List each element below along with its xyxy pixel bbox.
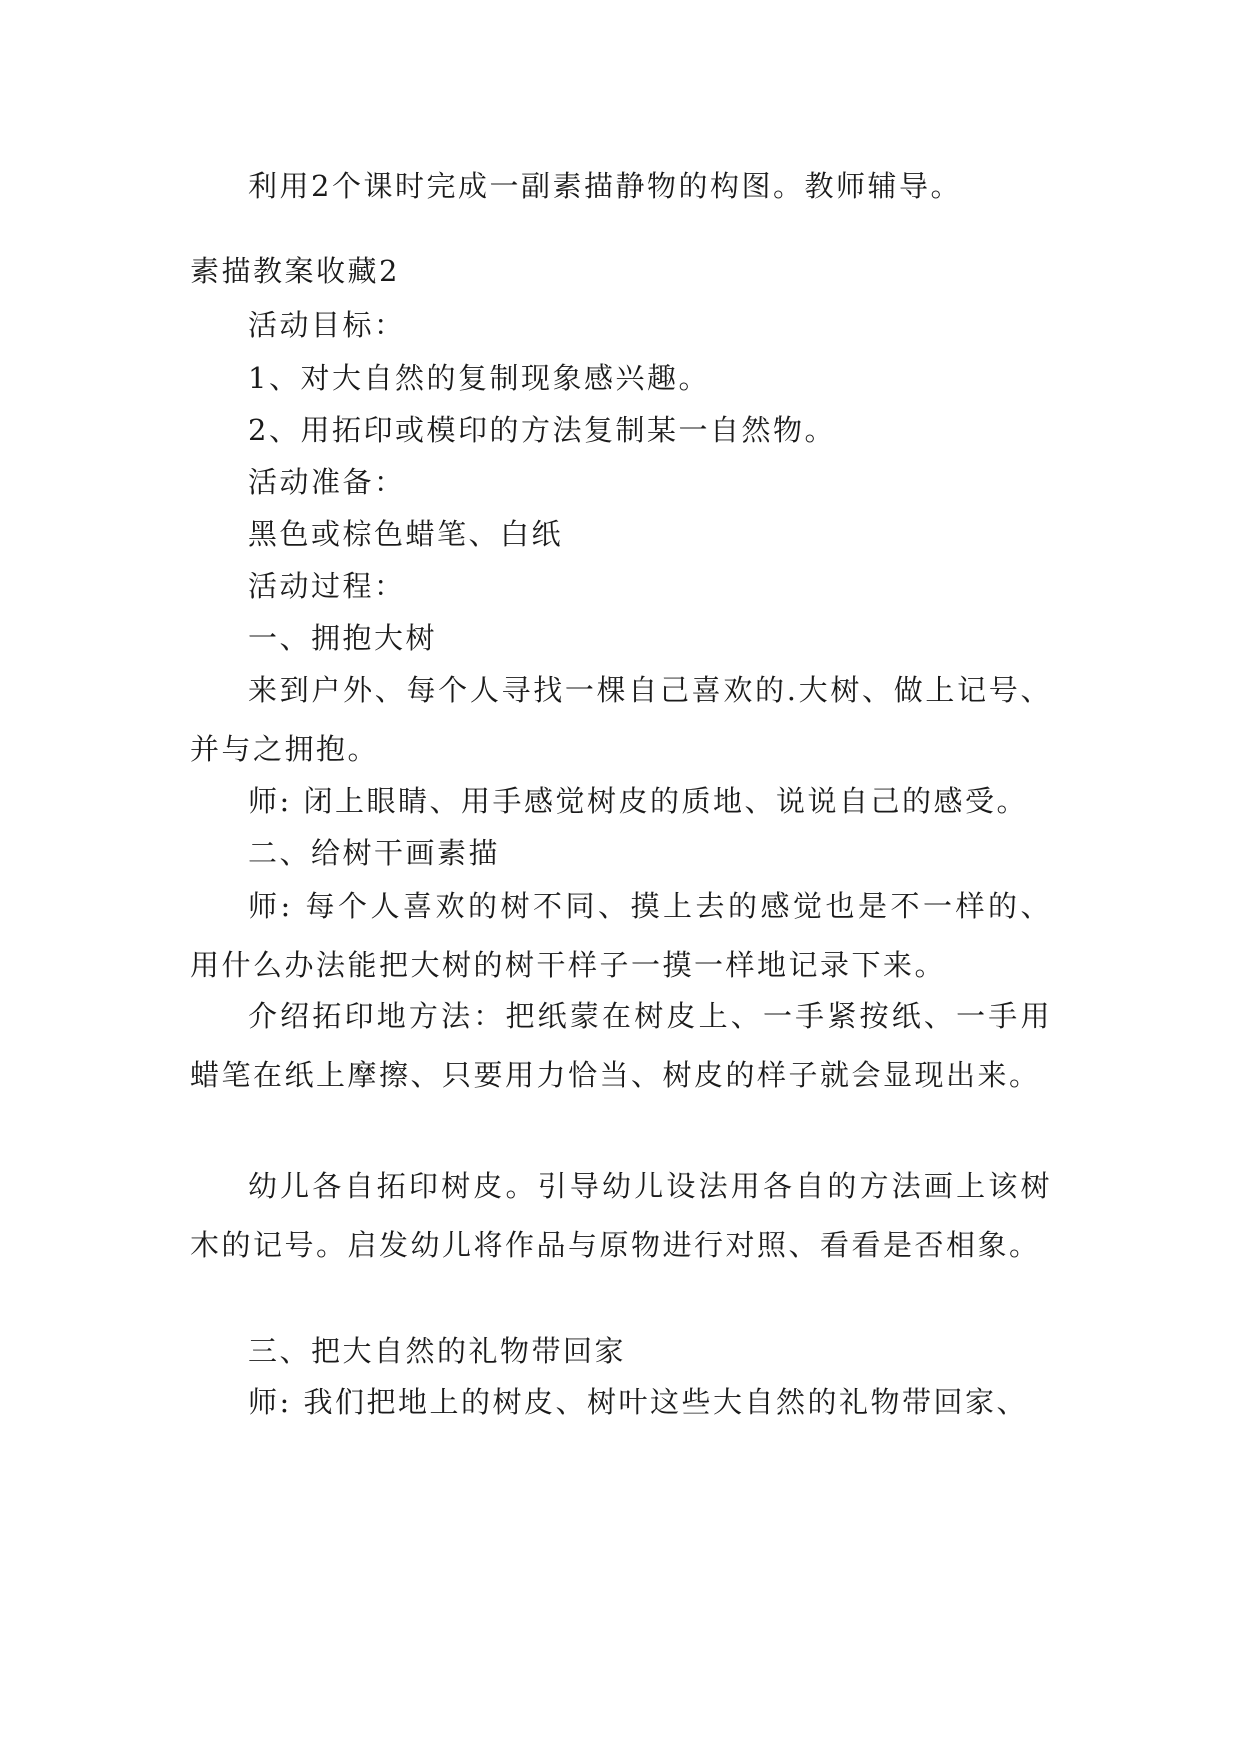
paragraph-prep-heading: 活动准备： bbox=[248, 465, 406, 499]
paragraph-goals-heading: 活动目标： bbox=[248, 308, 406, 342]
paragraph-prep-materials: 黑色或棕色蜡笔、白纸 bbox=[248, 517, 564, 551]
paragraph-teacher-3: 师: 我们把地上的树皮、树叶这些大自然的礼物带回家、 bbox=[248, 1385, 1028, 1419]
paragraph-step-1-body: 来到户外、每个人寻找一棵自己喜欢的.大树、做上记号、并与之拥抱。 bbox=[190, 673, 1052, 766]
paragraph-step-1-title: 一、拥抱大树 bbox=[248, 621, 438, 655]
paragraph-step-3-title: 三、把大自然的礼物带回家 bbox=[248, 1334, 627, 1368]
paragraph-goal-2: 2、用拓印或模印的方法复制某一自然物。 bbox=[248, 413, 836, 447]
paragraph-step-2-title: 二、给树干画素描 bbox=[248, 836, 501, 870]
paragraph-goal-1: 1、对大自然的复制现象感兴趣。 bbox=[248, 361, 710, 395]
paragraph-process-heading: 活动过程： bbox=[248, 569, 406, 603]
section-title: 素描教案收藏2 bbox=[190, 254, 400, 288]
paragraph-teacher-1: 师: 闭上眼睛、用手感觉树皮的质地、说说自己的感受。 bbox=[248, 784, 1028, 818]
paragraph-teacher-2: 师: 每个人喜欢的树不同、摸上去的感觉也是不一样的、用什么办法能把大树的树干样子一摸一样地记录下来。 bbox=[190, 889, 1052, 982]
paragraph-method: 介绍拓印地方法：把纸蒙在树皮上、一手紧按纸、一手用蜡笔在纸上摩擦、只要用力恰当、树皮的样子就会显现出来。 bbox=[190, 999, 1052, 1092]
paragraph-children-activity: 幼儿各自拓印树皮。引导幼儿设法用各自的方法画上该树木的记号。启发幼儿将作品与原物进行对照、看看是否相象。 bbox=[190, 1169, 1052, 1262]
intro-paragraph: 利用2个课时完成一副素描静物的构图。教师辅导。 bbox=[248, 169, 962, 203]
